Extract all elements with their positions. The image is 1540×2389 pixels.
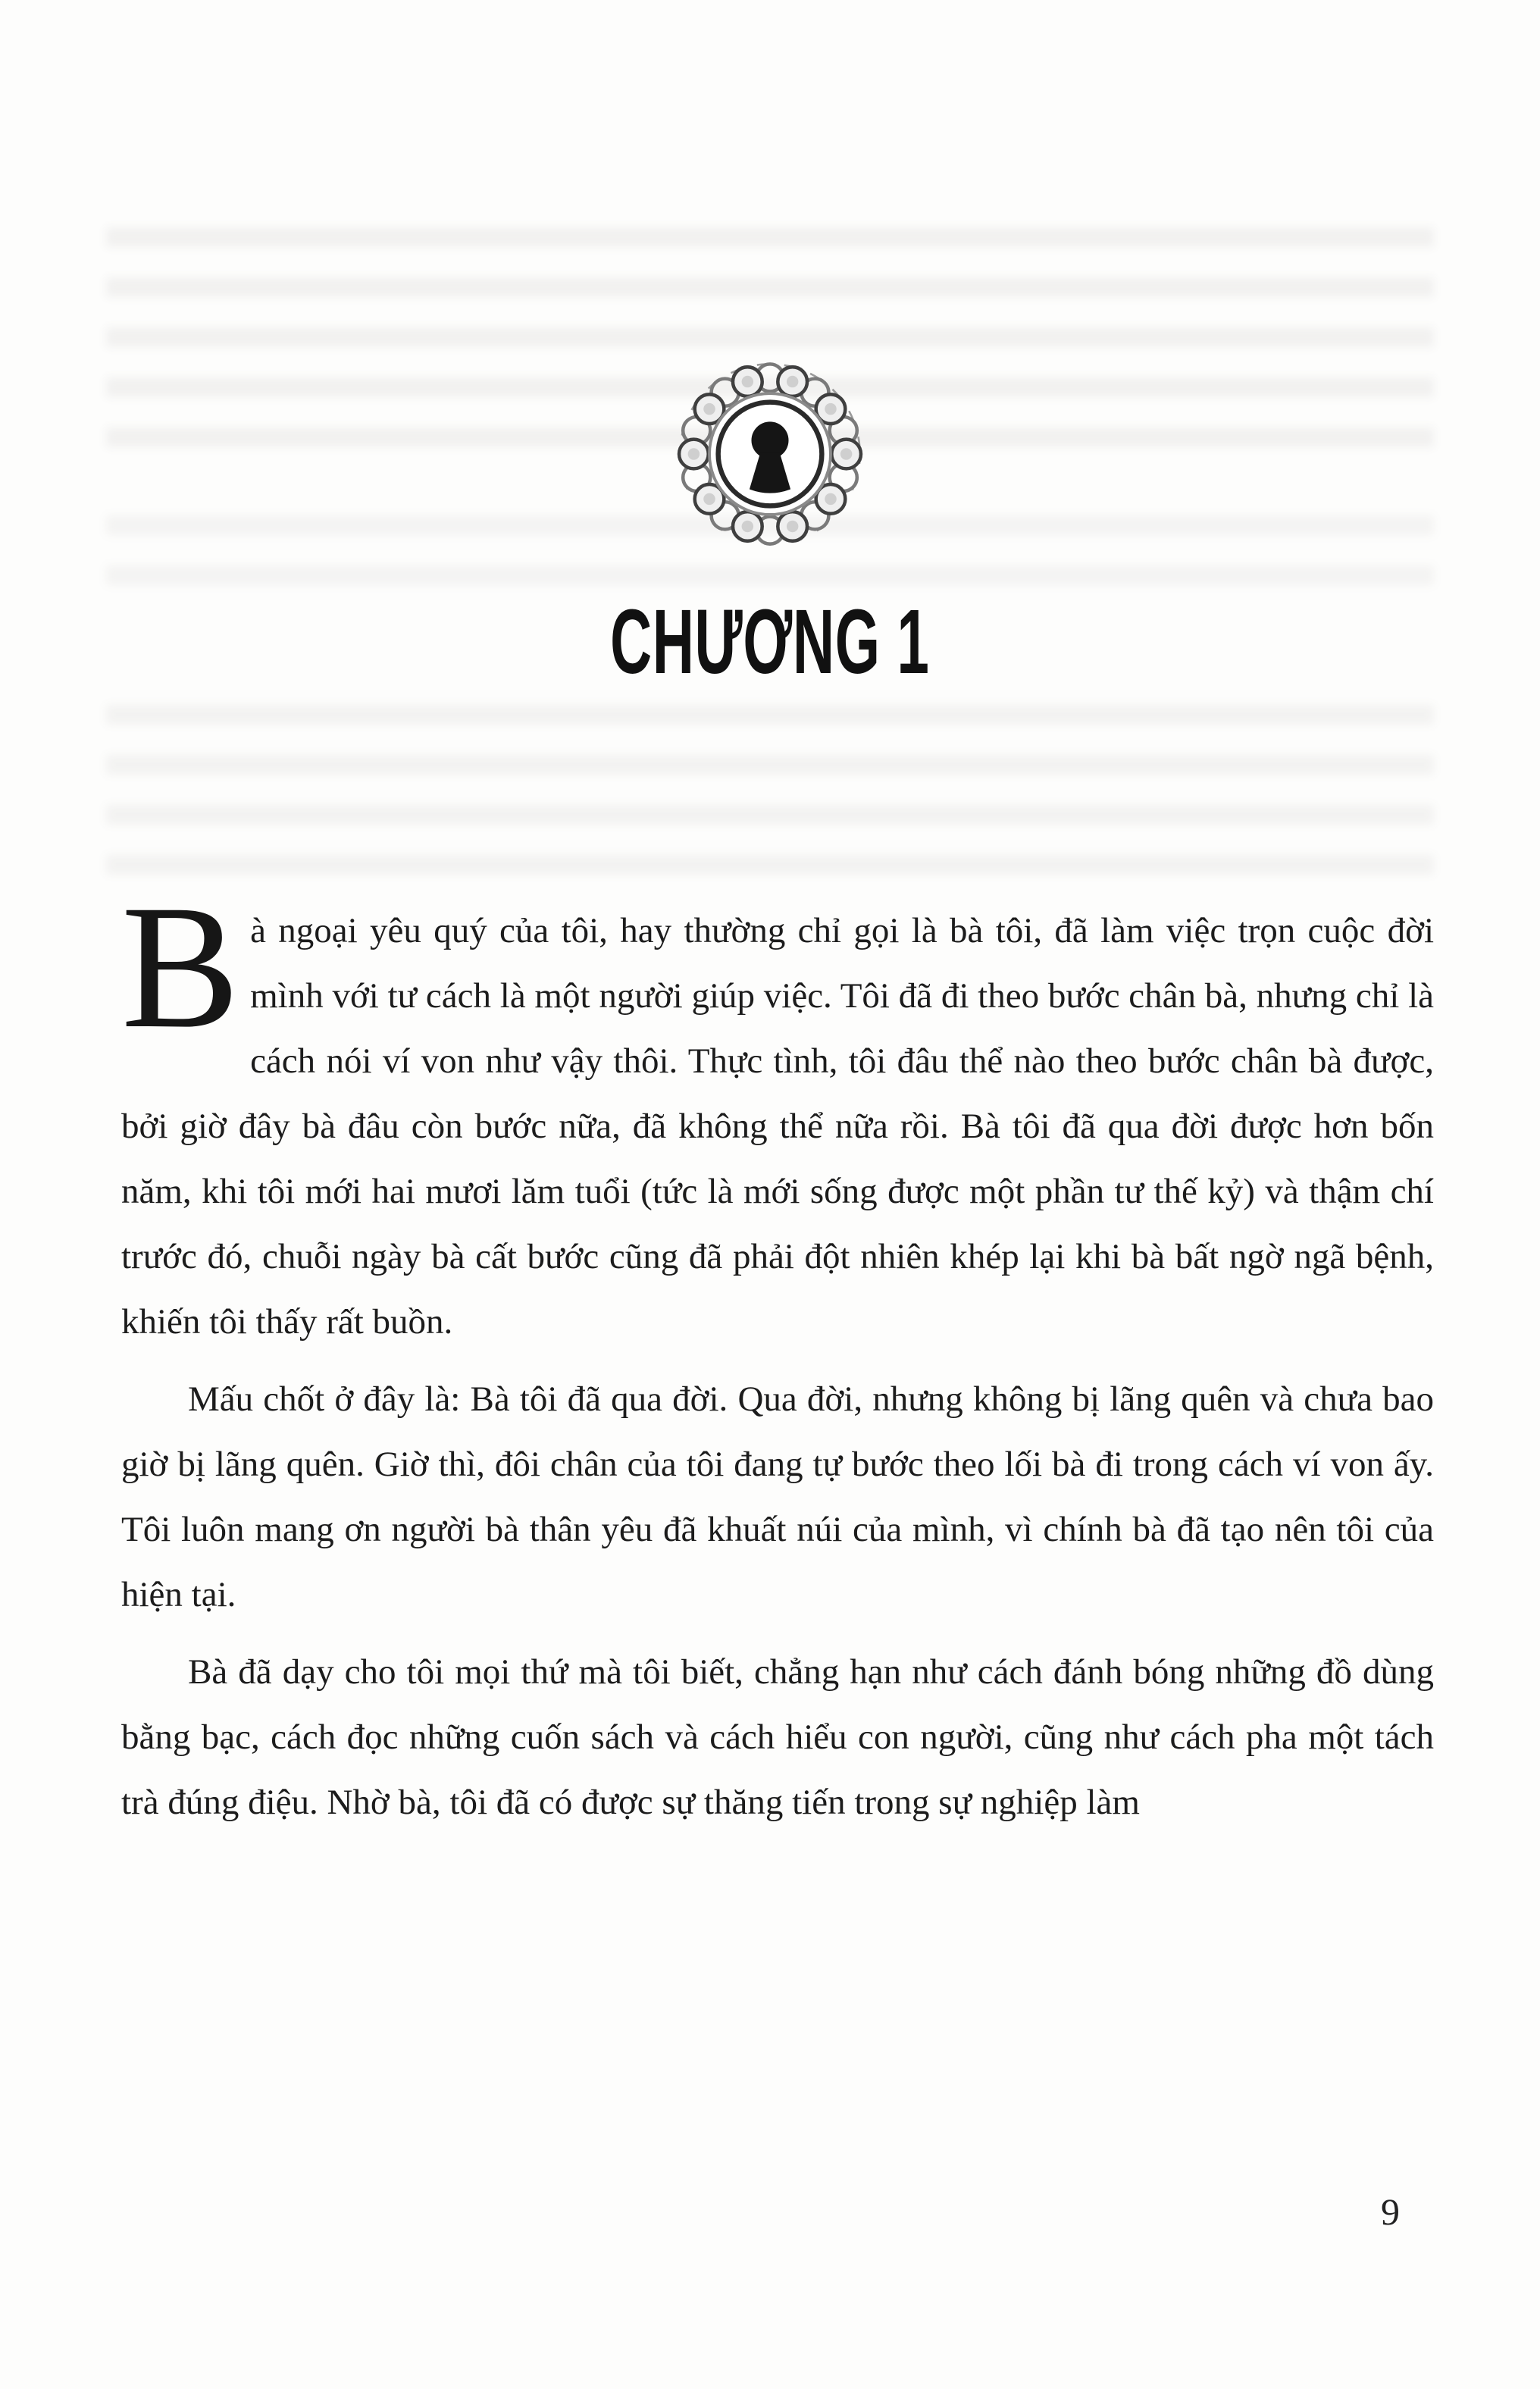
chapter-heading: CHƯƠNG 1 [610,590,930,693]
body-text [121,868,1434,1835]
keyhole-ornament-icon [672,356,868,552]
chapter-ornament [672,0,868,556]
paragraph-2: Mấu chốt ở đây là: Bà tôi đã qua đời. Qua đời, nhưng không bị lãng quên và chưa bao giờ bị lãng quên. Giờ thì, đôi chân của tôi đang tự bước theo lối bà đi trong cách ví von ấy. Tôi luôn mang ơn người bà thân yêu đã khuất núi của mình, vì chính bà đã tạo nên tôi của hiện tại. [121,1379,1434,1614]
drop-cap: B [121,868,240,1065]
paragraph-1-text: à ngoại yêu quý của tôi, hay thường chỉ gọi là bà tôi, đã làm việc trọn cuộc đời mình với tư cách là một người giúp việc. Tôi đã đi theo bước chân bà, nhưng chỉ là cách nói ví von như vậy thôi. Thực tình, tôi đâu thể nào theo bước chân bà được, bởi giờ đây bà đâu còn bước nữa, đã không thể nữa rồi. Bà tôi đã qua đời được hơn bốn năm, khi tôi mới hai mươi lăm tuổi (tức là mới sống được một phần tư thế kỷ) và thậm chí trước đó, chuỗi ngày bà cất bước cũng đã phải đột nhiên khép lại khi bà bất ngờ ngã bệnh, khiến tôi thấy rất buồn. [121,911,1434,1342]
paragraph-1 [121,868,1434,1354]
page-number: 9 [1381,2190,1400,2233]
bleed-through-texture [106,705,1434,875]
paragraph-3: Bà đã dạy cho tôi mọi thứ mà tôi biết, chẳng hạn như cách đánh bóng những đồ dùng bằng bạc, cách đọc những cuốn sách và cách hiểu con người, cũng như cách pha một tách trà đúng điệu. Nhờ bà, tôi đã có được sự thăng tiến trong sự nghiệp làm [121,1652,1434,1822]
